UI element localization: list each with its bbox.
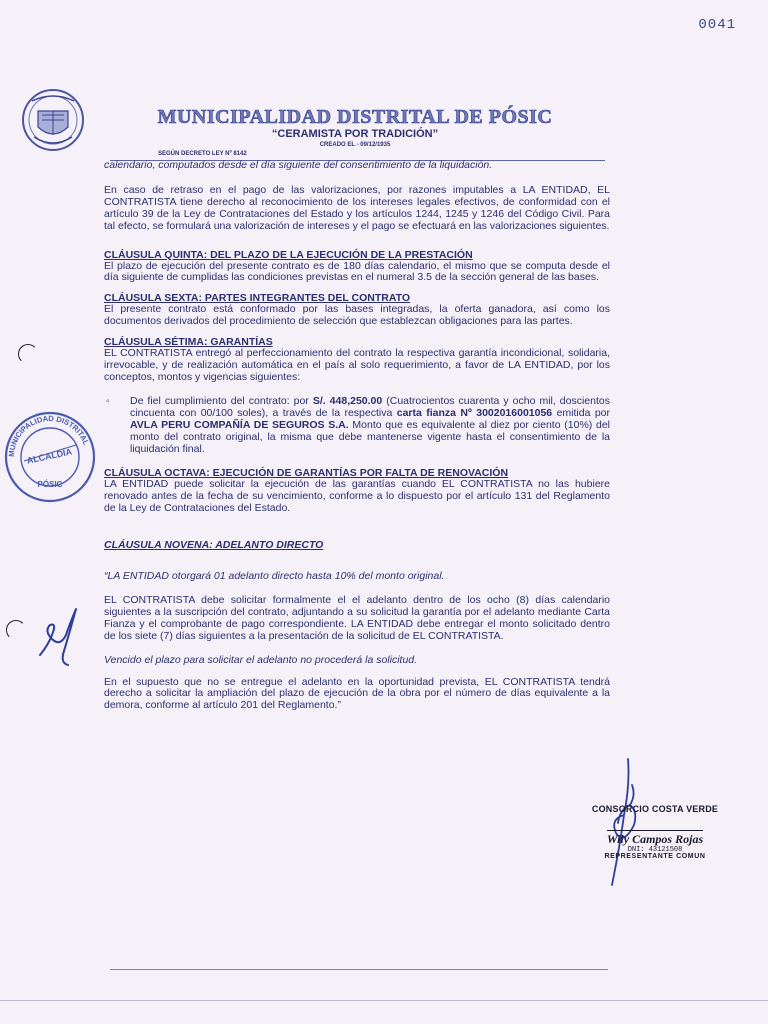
advance-quote: “LA ENTIDAD otorgará 01 adelanto directo hasta 10% del monto original.: [104, 570, 445, 583]
advance-extension: En el supuesto que no se entregue el adelanto en la oportunidad prevista, EL CONTRATISTA tendrá derecho a solicitar la ampliación del plazo de ejecución de la obra por el número de días equivalente a la demora, conforme al artículo 201 del Reglamento.”: [104, 675, 610, 712]
contract-body: [104, 160, 610, 720]
seal-center-text: ALCALDÍA: [25, 446, 73, 466]
guarantee-amount: S/. 448,250.00: [312, 394, 383, 407]
guarantee-bond-number: carta fianza Nº 3002016001056: [396, 406, 553, 419]
clause-text-setima: EL CONTRATISTA entregó al perfeccionamiento del contrato la respectiva garantía incondicional, solidaria, irrevocable, y de realización automática en el país al solo requerimiento, a favor de LA ENTIDAD, por los conceptos, montos y vigencias siguientes:: [104, 347, 610, 383]
municipality-title: MUNICIPALIDAD DISTRITAL DE PÓSIC: [157, 106, 553, 128]
stamp-name: Wily Campos Rojas: [606, 832, 704, 846]
guarantee-text-part: emitida por: [552, 406, 610, 419]
stamp-role: REPRESENTANTE COMUN: [604, 853, 706, 860]
municipality-motto: “CERAMISTA POR TRADICIÓN”: [271, 128, 439, 140]
binder-hole-top: [18, 344, 38, 364]
advance-expired: Vencido el plazo para solicitar el adelanto no procederá la solicitud.: [104, 653, 418, 666]
guarantee-text-part: Monto que es equivalente al diez por ciento (10%) del monto del contrato original, la misma que debe mantenerse vigente hasta el consentimiento de la liquidación final.: [130, 418, 610, 455]
creation-date: CREADO EL - 09/12/1935: [319, 142, 391, 148]
clause-title-quinta: CLÁUSULA QUINTA: DEL PLAZO DE LA EJECUCIÓN DE LA PRESTACIÓN: [104, 248, 473, 261]
guarantee-insurer: AVLA PERU COMPAÑÍA DE SEGUROS S.A.: [130, 418, 349, 431]
clause-title-setima: CLÁUSULA SÉTIMA: GARANTÍAS: [104, 336, 273, 349]
guarantee-item: [104, 396, 610, 456]
clause-text-sexta: El presente contrato está conformado por las bases integradas, la oferta ganadora, así como los documentos derivados del procedimiento de selección que establezcan obligaciones para las partes.: [104, 303, 610, 328]
clause-text-octava: LA ENTIDAD puede solicitar la ejecución de las garantías cuando EL CONTRATISTA no las hubiere renovado antes de la fecha de su vencimiento, conforme a lo dispuesto por el artículo 131 del Reglamento de la Ley de Contrataciones del Estado.: [104, 478, 610, 515]
seal-ring-text: MUNICIPALIDAD DISTRITAL: [6, 413, 91, 458]
guarantee-text-part: De fiel cumplimiento del contrato: por: [130, 394, 313, 407]
page-number: 0041: [698, 17, 736, 33]
page-edge-line: [0, 1000, 768, 1001]
decree-reference: SEGÚN DECRETO LEY Nº 8142: [158, 151, 247, 157]
stamp-dni: DNI: 43121508: [627, 846, 683, 854]
seal-bottom-text: PÓSIC: [37, 480, 63, 489]
intro-line: calendario, computados desde el día siguiente del consentimiento de la liquidación.: [104, 159, 493, 171]
municipal-coat-of-arms-seal: [20, 87, 86, 153]
clause-title-novena: CLÁUSULA NOVENA: ADELANTO DIRECTO: [104, 539, 324, 552]
stamp-company: CONSORCIO COSTA VERDE: [591, 804, 719, 814]
footer-divider: [110, 969, 608, 970]
binder-hole-bottom: [6, 620, 26, 640]
delay-paragraph: En caso de retraso en el pago de las valorizaciones, por razones imputables a LA ENTIDAD, EL CONTRATISTA tiene derecho al reconocimiento de los intereses legales efectivos, de conformidad con el artículo 39 de la Ley de Contrataciones del Estado y los artículos 1244, 1245 y 1246 del Código Civil. Para tal efecto, se formulará una valorización de intereses y el pago se efectuará en las valorizaciones siguientes.: [104, 183, 610, 232]
handwritten-initials: [30, 595, 100, 675]
advance-request: EL CONTRATISTA debe solicitar formalmente el el adelanto dentro de los ocho (8) días calendario siguientes a la suscripción del contrato, adjuntando a su solicitud la garantía por el adelanto mediante Carta Fianza y el comprobante de pago correspondiente. LA ENTIDAD debe entregar el monto solicitado dentro de los siete (7) días siguientes a la presentación de la solicitud de EL CONTRATISTA.: [104, 594, 610, 642]
guarantee-text-part: (Cuatrocientos cuarenta y ocho mil, doscientos cincuenta con 00/100 soles), a través de la respectiva: [130, 394, 610, 419]
clause-title-sexta: CLÁUSULA SEXTA: PARTES INTEGRANTES DEL CONTRATO: [104, 292, 411, 305]
representative-stamp: [570, 804, 740, 860]
guarantee-text: [130, 396, 610, 456]
alcaldia-round-seal: [0, 405, 100, 505]
clause-text-quinta: El plazo de ejecución del presente contrato es de 180 días calendario, el mismo que se computa desde el día siguiente de cumplidas las condiciones previstas en el numeral 3.5 de la sección general de las bases.: [104, 259, 610, 284]
clause-title-octava: CLÁUSULA OCTAVA: EJECUCIÓN DE GARANTÍAS POR FALTA DE RENOVACIÓN: [104, 467, 509, 480]
bullet-marker: ◦: [106, 394, 110, 407]
